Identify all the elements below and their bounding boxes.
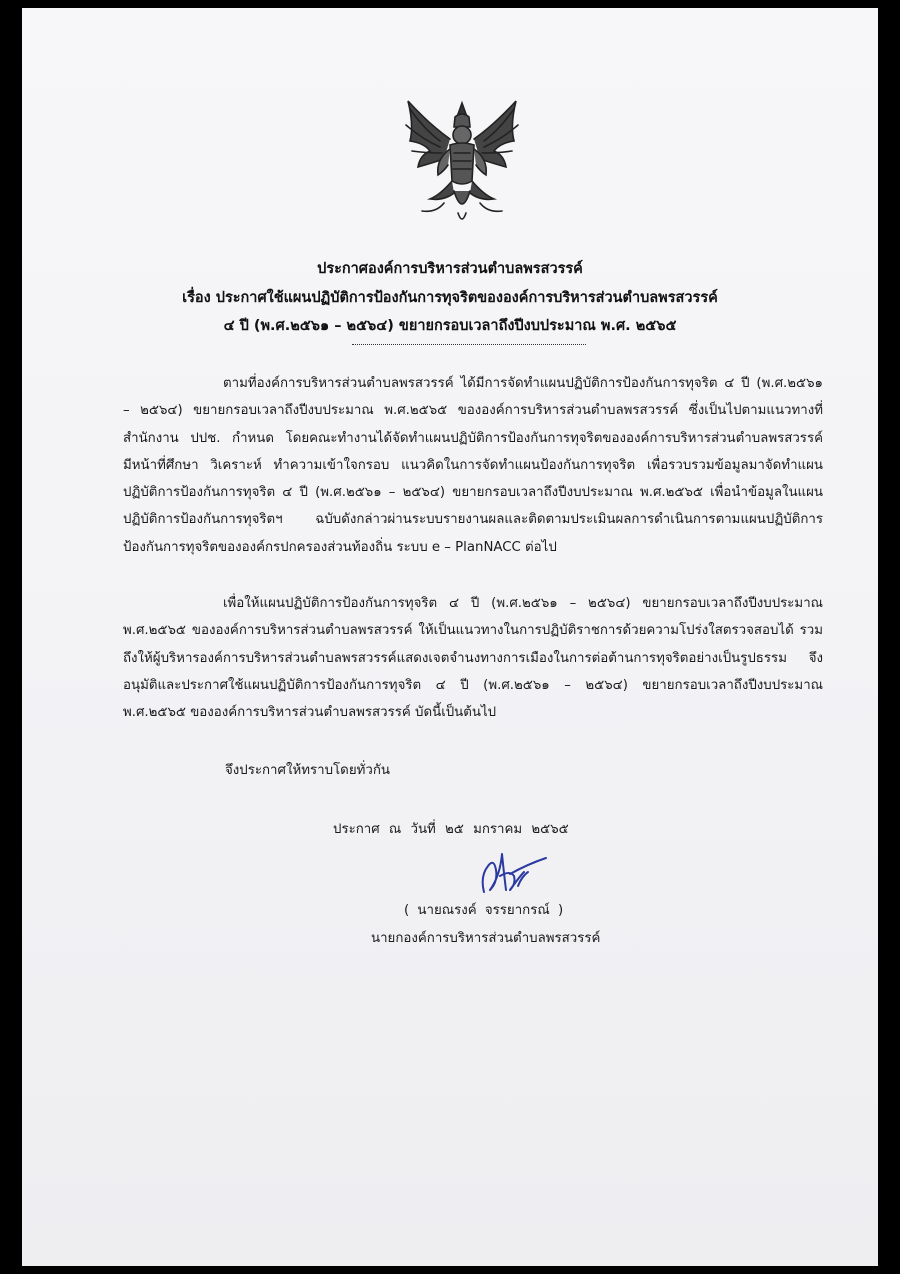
handwritten-signature [470, 846, 550, 902]
signer-title: นายกองค์การบริหารส่วนตำบลพรสวรรค์ [371, 931, 601, 946]
signer-name: ( นายณรงค์ จรรยากรณ์ ) [404, 903, 564, 918]
issue-date: ประกาศ ณ วันที่ ๒๕ มกราคม ๒๕๖๕ [333, 822, 569, 837]
body-paragraph-2: เพื่อให้แผนปฏิบัติการป้องกันการทุจริต ๔ ปี (พ.ศ.๒๕๖๑ – ๒๕๖๔) ขยายกรอบเวลาถึงปีงบประมาณ พ.ศ.๒๕๖๕ ขององค์การบริหารส่วนตำบลพรสวรรค์ ให้เป็นแนวทางในการปฏิบัติราชการด้วยความโปร่งใสตรวจสอบได้ รวมถึงให้ผู้บริหารองค์การบริหารส่วนตำบลพรสวรรค์แสดงเจตจำนงทางการเมืองในการต่อต้านการทุจริตอย่างเป็นรูปธรรม จึงอนุมัติและประกาศใช้แผนปฏิบัติการป้องกันการทุจริต ๔ ปี (พ.ศ.๒๕๖๑ – ๒๕๖๔) ขยายกรอบเวลาถึงปีงบประมาณ พ.ศ.๒๕๖๕ ขององค์การบริหารส่วนตำบลพรสวรรค์ บัดนี้เป็นต้นไป [123, 596, 823, 721]
closing-statement: จึงประกาศให้ทราบโดยทั่วกัน [225, 763, 390, 778]
garuda-emblem-icon [400, 95, 524, 227]
announcement-subject: เรื่อง ประกาศใช้แผนปฏิบัติการป้องกันการทุจริตขององค์การบริหารส่วนตำบลพรสวรรค์ [182, 290, 718, 306]
announcement-title: ประกาศองค์การบริหารส่วนตำบลพรสวรรค์ [317, 261, 583, 277]
body-paragraph-1: ตามที่องค์การบริหารส่วนตำบลพรสวรรค์ ได้มีการจัดทำแผนปฏิบัติการป้องกันการทุจริต ๔ ปี (พ.ศ.๒๕๖๑ – ๒๕๖๔) ขยายกรอบเวลาถึงปีงบประมาณ พ.ศ.๒๕๖๕ ขององค์การบริหารส่วนตำบลพรสวรรค์ ซึ่งเป็นไปตามแนวทางที่สำนักงาน ปปช. กำหนด โดยคณะทำงานได้จัดทำแผนปฏิบัติการป้องกันการทุจริตขององค์การบริหารส่วนตำบลพรสวรรค์ มีหน้าที่ศึกษา วิเคราะห์ ทำความเข้าใจกรอบ แนวคิดในการจัดทำแผนป้องกันการทุจริต เพื่อรวบรวมข้อมูลมาจัดทำแผนปฏิบัติการป้องกันการทุจริต ๔ ปี (พ.ศ.๒๕๖๑ – ๒๕๖๔) ขยายกรอบเวลาถึงปีงบประมาณ พ.ศ.๒๕๖๕ เพื่อนำข้อมูลในแผนปฏิบัติการป้องกันการทุจริตฯ ฉบับดังกล่าวผ่านระบบรายงานผลและติดตามประเมินผลการดำเนินการตามแผนปฏิบัติการป้องกันการทุจริตขององค์กรปกครองส่วนท้องถิ่น ระบบ e – PlanNACC ต่อไป [123, 376, 823, 555]
dotted-divider [352, 344, 586, 345]
announcement-subject-period: ๔ ปี (พ.ศ.๒๕๖๑ – ๒๕๖๔) ขยายกรอบเวลาถึงปีงบประมาณ พ.ศ. ๒๕๖๕ [223, 318, 677, 334]
